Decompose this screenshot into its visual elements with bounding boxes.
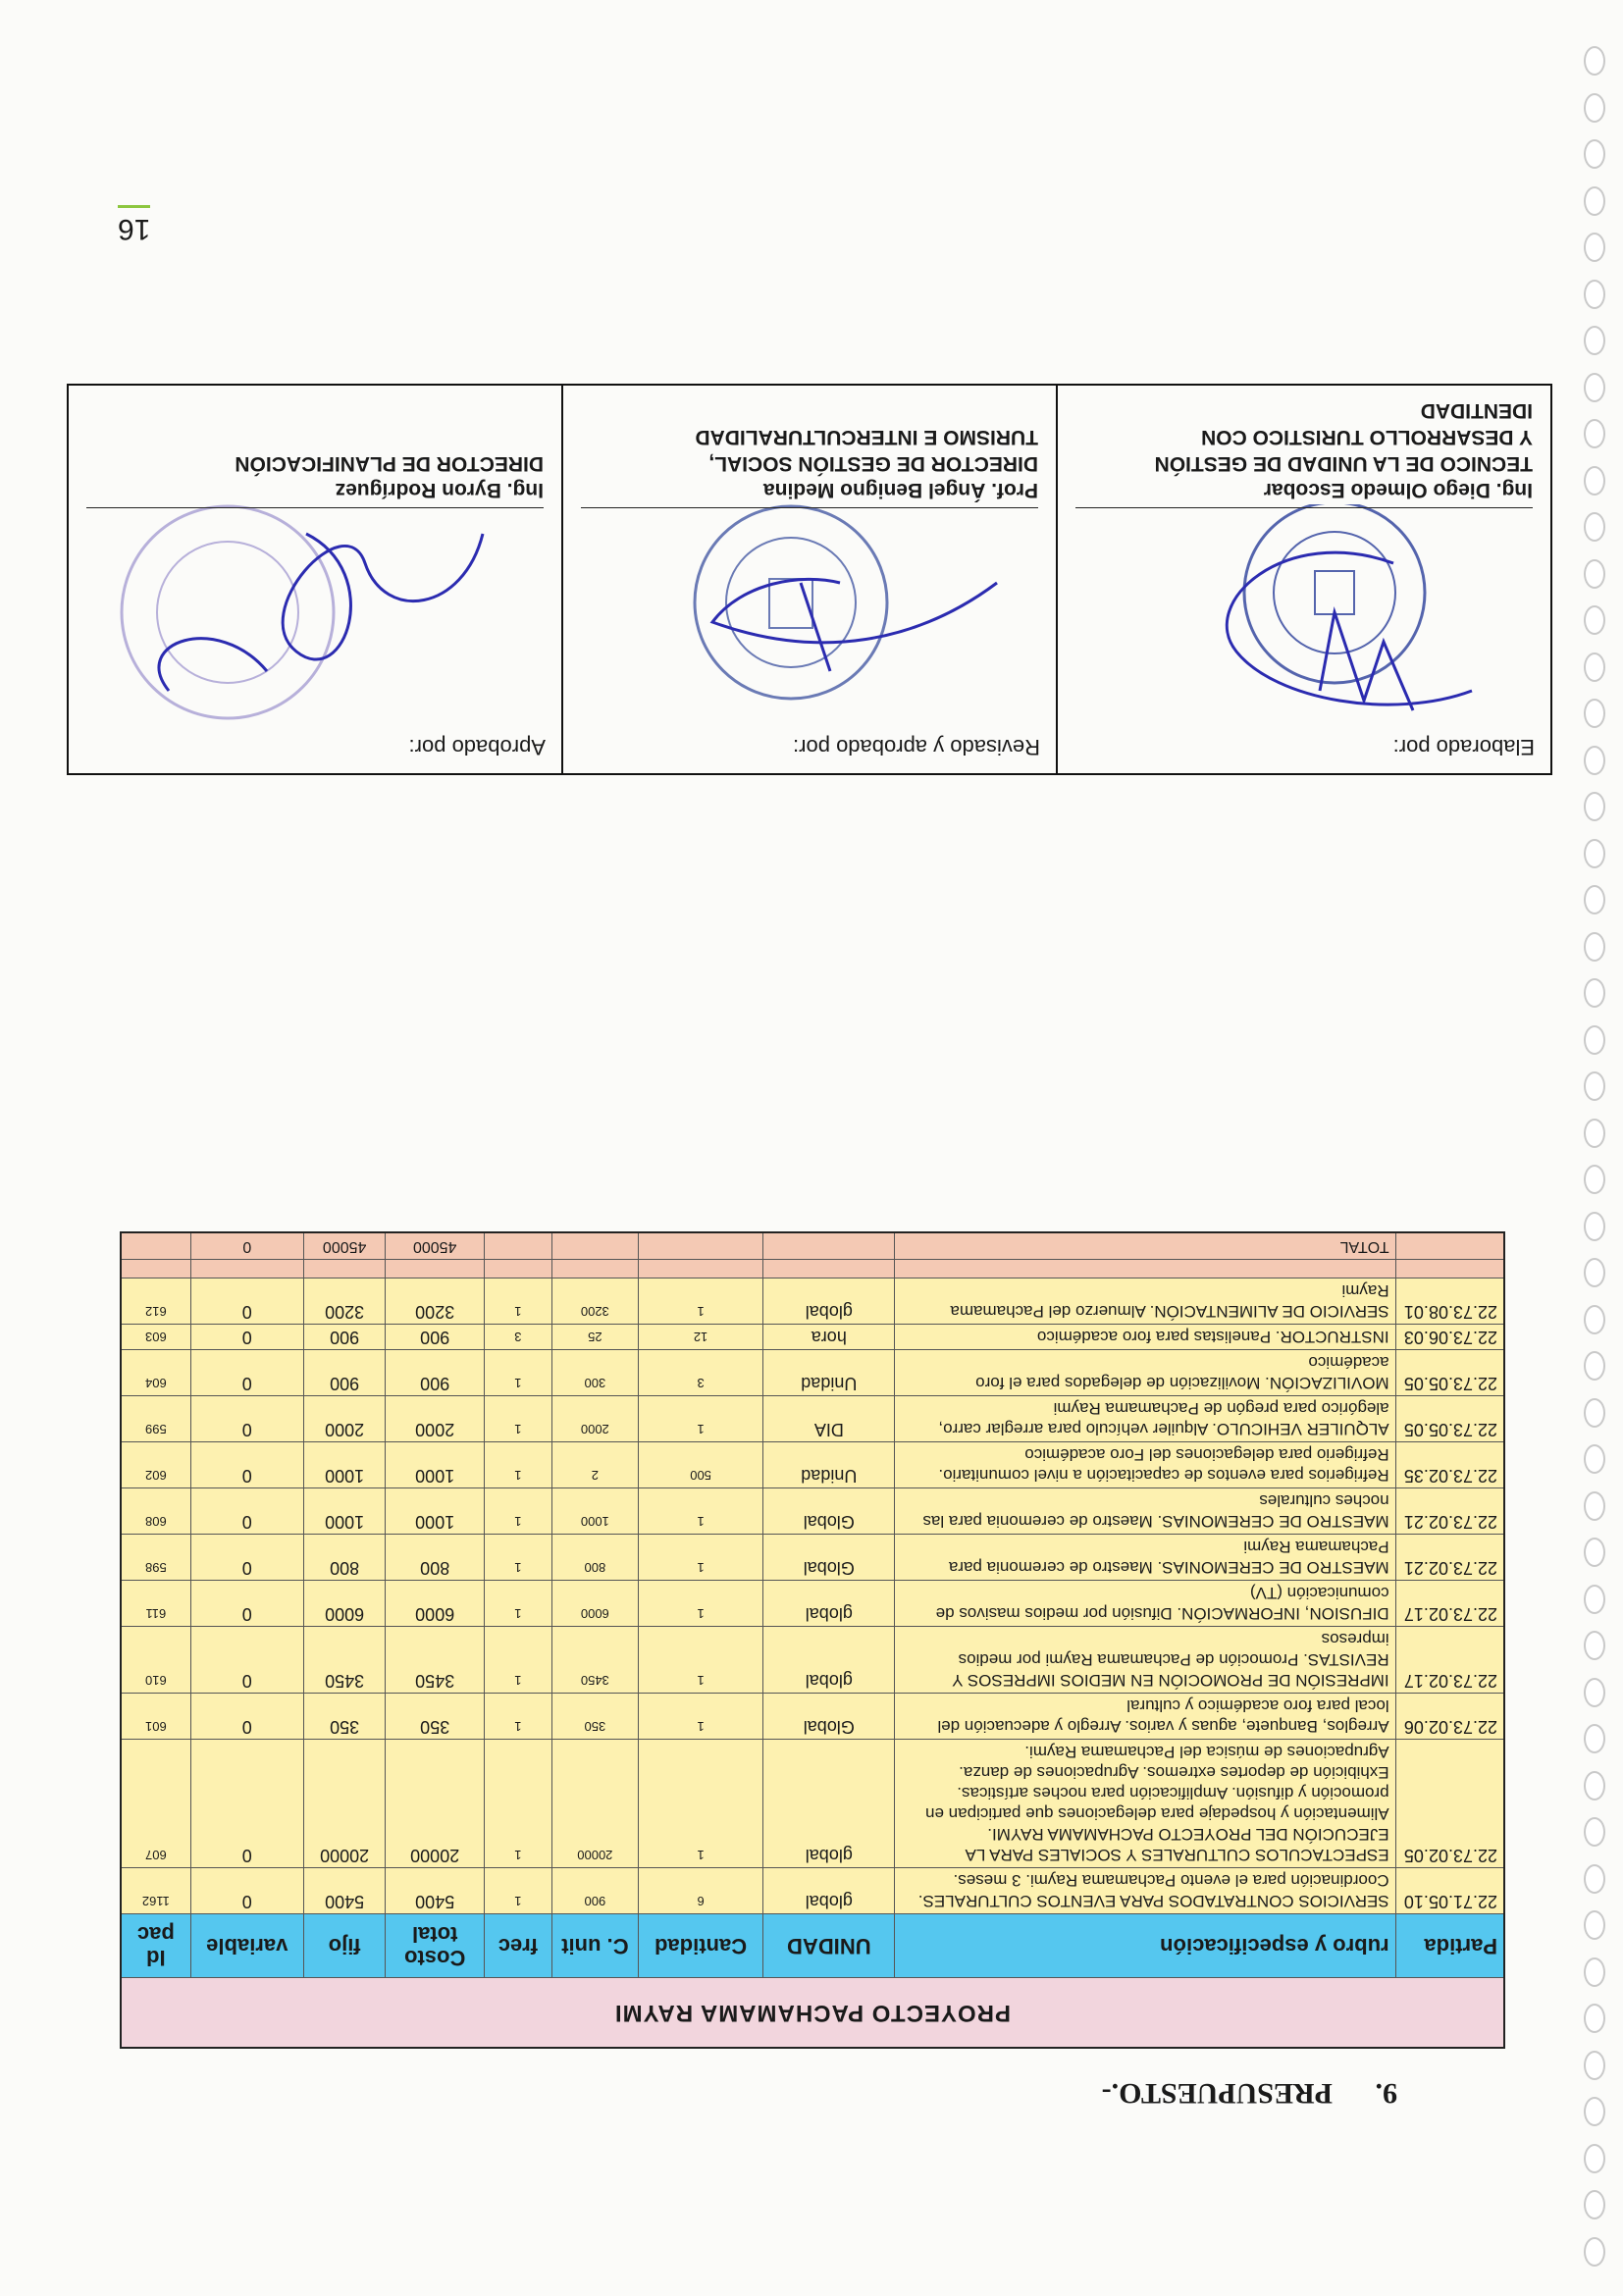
frec-cell: 1 xyxy=(484,1396,551,1442)
signer-title-line: Y DESARROLLO TURISTICO CON xyxy=(1201,426,1533,448)
binder-hole xyxy=(1584,606,1605,636)
frec-cell: 1 xyxy=(484,1627,551,1694)
total-label: total xyxy=(411,1922,458,1947)
variable-cell: 0 xyxy=(190,1868,303,1914)
c-unit-cell: 25 xyxy=(551,1325,638,1350)
binder-hole xyxy=(1584,559,1605,589)
partida-cell: 22.73.02.21 xyxy=(1395,1488,1504,1535)
binder-hole xyxy=(1584,1212,1605,1241)
section-heading xyxy=(1102,2076,1397,2110)
partida-cell: 22.71.05.10 xyxy=(1395,1868,1504,1914)
pac-cell: 610 xyxy=(121,1627,190,1694)
binder-hole xyxy=(1584,2237,1605,2267)
cantidad-cell: 1 xyxy=(638,1627,763,1694)
cantidad-cell: 1 xyxy=(638,1488,763,1535)
pac-label: pac xyxy=(136,1922,175,1947)
rubro-cell: MOVILIZACIÓN. Movilización de delegados para el foro académico xyxy=(895,1350,1395,1396)
unidad-cell: global xyxy=(763,1581,895,1627)
col-fijo: fijo xyxy=(303,1914,386,1978)
cantidad-cell: 1 xyxy=(638,1694,763,1740)
partida-cell: 22.73.02.21 xyxy=(1395,1535,1504,1581)
total-cell: 900 xyxy=(386,1325,484,1350)
spacer-cell xyxy=(895,1260,1395,1278)
variable-cell: 0 xyxy=(190,1442,303,1488)
unidad-cell: Global xyxy=(763,1535,895,1581)
binder-hole xyxy=(1584,1957,1605,1987)
fijo-cell: 350 xyxy=(303,1694,386,1740)
partida-cell: 22.73.02.35 xyxy=(1395,1442,1504,1488)
pac-cell: 598 xyxy=(121,1535,190,1581)
budget-body xyxy=(121,1232,1504,1914)
total-cell: 350 xyxy=(386,1694,484,1740)
binder-hole xyxy=(1584,1352,1605,1382)
table-row xyxy=(121,1278,1504,1325)
binder-hole xyxy=(1584,1771,1605,1800)
total-spacer-cell xyxy=(763,1232,895,1260)
cantidad-cell: 500 xyxy=(638,1442,763,1488)
signer-title-line: IDENTIDAD xyxy=(1420,399,1533,422)
table-row xyxy=(121,1694,1504,1740)
binder-hole xyxy=(1584,979,1605,1009)
unidad-cell: hora xyxy=(763,1325,895,1350)
partida-cell: 22.73.02.17 xyxy=(1395,1627,1504,1694)
rubro-cell: DIFUSION, INFORMACIÓN. Difusión por medios masivos de comunicación (TV) xyxy=(895,1581,1395,1627)
fijo-cell: 1000 xyxy=(303,1488,386,1535)
pac-cell: 612 xyxy=(121,1278,190,1325)
unidad-cell: Unidad xyxy=(763,1350,895,1396)
signature-label: Revisado y aprobado por: xyxy=(793,735,1040,759)
spacer-cell xyxy=(484,1260,551,1278)
partida-cell: 22.73.02.05 xyxy=(1395,1740,1504,1868)
rubro-cell: IMPRESIÓN DE PROMOCIÓN EN MEDIOS IMPRESOS Y REVISTAS. Promoción de Pachamama Raymi por medios impresos xyxy=(895,1627,1395,1694)
pac-cell: 611 xyxy=(121,1581,190,1627)
table-row xyxy=(121,1535,1504,1581)
fijo-cell: 800 xyxy=(303,1535,386,1581)
frec-cell: 1 xyxy=(484,1488,551,1535)
pac-cell: 603 xyxy=(121,1325,190,1350)
binder-hole xyxy=(1584,93,1605,123)
col-rubro: rubro y especificación xyxy=(895,1914,1395,1978)
cantidad-cell: 1 xyxy=(638,1581,763,1627)
col-frec: frec xyxy=(484,1914,551,1978)
unidad-cell: Global xyxy=(763,1694,895,1740)
fijo-cell: 5400 xyxy=(303,1868,386,1914)
unidad-cell: global xyxy=(763,1278,895,1325)
pac-cell: 602 xyxy=(121,1442,190,1488)
rubro-cell: INSTRUCTOR. Panelistas para foro académico xyxy=(895,1325,1395,1350)
col-variable: variable xyxy=(190,1914,303,1978)
c-unit-cell: 350 xyxy=(551,1694,638,1740)
pac-cell: 608 xyxy=(121,1488,190,1535)
binder-hole xyxy=(1584,1678,1605,1707)
binder-hole xyxy=(1584,1585,1605,1614)
col-partida: Partida xyxy=(1395,1914,1504,1978)
rubro-cell: MAESTRO DE CEREMONIAS. Maestro de ceremonia para Pachamama Raymi xyxy=(895,1535,1395,1581)
binder-hole xyxy=(1584,1818,1605,1848)
binder-hole xyxy=(1584,1491,1605,1521)
fijo-cell: 1000 xyxy=(303,1442,386,1488)
variable-cell: 0 xyxy=(190,1535,303,1581)
binder-hole xyxy=(1584,186,1605,216)
cantidad-cell: 1 xyxy=(638,1396,763,1442)
variable-cell: 0 xyxy=(190,1488,303,1535)
variable-cell: 0 xyxy=(190,1325,303,1350)
signer-title-line: TURISMO E INTERCULTURALIDAD xyxy=(695,426,1038,448)
c-unit-cell: 6000 xyxy=(551,1581,638,1627)
signer-name-line: Prof. Ángel Benigno Medina xyxy=(762,479,1038,501)
variable-cell: 0 xyxy=(190,1396,303,1442)
binder-hole xyxy=(1584,1025,1605,1055)
total-cell: 2000 xyxy=(386,1396,484,1442)
fijo-cell: 20000 xyxy=(303,1740,386,1868)
col-cantidad: Cantidad xyxy=(638,1914,763,1978)
total-spacer-cell xyxy=(121,1232,190,1260)
frec-cell: 1 xyxy=(484,1350,551,1396)
partida-cell: 22.73.02.17 xyxy=(1395,1581,1504,1627)
binder-hole xyxy=(1584,1445,1605,1475)
pac-cell: 599 xyxy=(121,1396,190,1442)
signature-label: Elaborado por: xyxy=(1392,735,1535,759)
binder-hole xyxy=(1584,1725,1605,1754)
rubro-cell: Arreglos, Banquete, aguas y varios. Arreglo y adecuación del local para foro académico y cultural xyxy=(895,1694,1395,1740)
binder-hole xyxy=(1584,839,1605,868)
total-cell: 800 xyxy=(386,1535,484,1581)
signer-name-line: Ing. Diego Olmedo Escobar xyxy=(1263,479,1533,501)
binder-hole xyxy=(1584,1539,1605,1568)
signature-revisado xyxy=(563,386,1058,773)
partida-cell: 22.73.05.05 xyxy=(1395,1350,1504,1396)
binder-hole xyxy=(1584,466,1605,496)
unidad-cell: global xyxy=(763,1868,895,1914)
partida-cell: 22.73.02.06 xyxy=(1395,1694,1504,1740)
spacer-cell xyxy=(763,1260,895,1278)
budget-table xyxy=(120,1231,1505,2049)
rubro-cell: SERVICIOS CONTRATADOS PARA EVENTOS CULTURALES. Coordinación para el evento Pachamama Raymi. 3 meses. xyxy=(895,1868,1395,1914)
rubro-cell: Refrigerios para eventos de capacitación a nivel comunitario. Refrigerio para delegaciones del Foro académico xyxy=(895,1442,1395,1488)
partida-cell: 22.73.08.01 xyxy=(1395,1278,1504,1325)
signature-elaborado xyxy=(1058,386,1550,773)
pac-cell: 601 xyxy=(121,1694,190,1740)
signature-block xyxy=(67,384,1552,775)
c-unit-cell: 3200 xyxy=(551,1278,638,1325)
binder-hole xyxy=(1584,373,1605,402)
col-c-unit: C. unit xyxy=(551,1914,638,1978)
table-row xyxy=(121,1325,1504,1350)
c-unit-cell: 800 xyxy=(551,1535,638,1581)
signer-title-line: DIRECTOR DE PLANIFICACIÓN xyxy=(235,452,544,475)
c-unit-cell: 2000 xyxy=(551,1396,638,1442)
table-row xyxy=(121,1581,1504,1627)
table-row xyxy=(121,1488,1504,1535)
spacer-cell xyxy=(638,1260,763,1278)
variable-cell: 0 xyxy=(190,1627,303,1694)
binder-hole xyxy=(1584,1911,1605,1941)
fijo-cell: 900 xyxy=(303,1350,386,1396)
binder-hole xyxy=(1584,2191,1605,2220)
fijo-cell: 900 xyxy=(303,1325,386,1350)
project-title: PROYECTO PACHAMAMA RAYMI xyxy=(121,1978,1504,2049)
spacer-cell xyxy=(386,1260,484,1278)
header-row xyxy=(121,1914,1504,1978)
cantidad-cell: 1 xyxy=(638,1740,763,1868)
grand-total-cell: 45000 xyxy=(386,1232,484,1260)
binder-hole xyxy=(1584,886,1605,915)
binder-hole xyxy=(1584,1864,1605,1894)
rubro-cell: ESPECTACULOS CULTURALES Y SOCIALES PARA LA EJECUCIÓN DEL PROYECTO PACHAMAMA RAYMI. Alimentación y hospedaje para delegaciones que participan en promoción y difusión. Amplificación para noches artísticas. Exhibición de deportes extremos. Agrupaciones de danza. Agrupaciones de música del Pachamama Raymi. xyxy=(895,1740,1395,1868)
binder-hole xyxy=(1584,513,1605,543)
spacer-cell xyxy=(1395,1260,1504,1278)
partida-cell: 22.73.05.05 xyxy=(1395,1396,1504,1442)
col-id-pac xyxy=(121,1914,190,1978)
stamp-and-signature-graphic xyxy=(604,504,1036,730)
total-row xyxy=(121,1232,1504,1260)
frec-cell: 1 xyxy=(484,1694,551,1740)
cantidad-cell: 3 xyxy=(638,1350,763,1396)
binder-holes xyxy=(1578,10,1605,2267)
spacer-row xyxy=(121,1260,1504,1278)
fijo-cell: 6000 xyxy=(303,1581,386,1627)
binder-hole xyxy=(1584,932,1605,962)
frec-cell: 1 xyxy=(484,1740,551,1868)
total-cell: 3200 xyxy=(386,1278,484,1325)
pac-cell: 1162 xyxy=(121,1868,190,1914)
total-spacer-cell xyxy=(484,1232,551,1260)
unidad-cell: global xyxy=(763,1627,895,1694)
binder-hole xyxy=(1584,793,1605,822)
col-unidad: UNIDAD xyxy=(763,1914,895,1978)
total-spacer-cell xyxy=(551,1232,638,1260)
binder-hole xyxy=(1584,1305,1605,1334)
binder-hole xyxy=(1584,1398,1605,1428)
binder-hole xyxy=(1584,2005,1605,2034)
binder-hole xyxy=(1584,1119,1605,1148)
variable-cell: 0 xyxy=(190,1694,303,1740)
frec-cell: 3 xyxy=(484,1325,551,1350)
grand-variable-cell: 0 xyxy=(190,1232,303,1260)
spacer-cell xyxy=(121,1260,190,1278)
page-number: 16 xyxy=(118,205,150,245)
c-unit-cell: 300 xyxy=(551,1350,638,1396)
frec-cell: 1 xyxy=(484,1868,551,1914)
binder-hole xyxy=(1584,420,1605,449)
table-row xyxy=(121,1396,1504,1442)
fijo-cell: 3200 xyxy=(303,1278,386,1325)
c-unit-cell: 900 xyxy=(551,1868,638,1914)
signer-name xyxy=(581,424,1038,508)
table-row xyxy=(121,1442,1504,1488)
section-number: 9. xyxy=(1375,2077,1397,2110)
variable-cell: 0 xyxy=(190,1278,303,1325)
total-cell: 20000 xyxy=(386,1740,484,1868)
signer-title-line: DIRECTOR DE GESTIÓN SOCIAL, xyxy=(708,452,1038,475)
section-title: PRESUPUESTO.- xyxy=(1101,2077,1333,2110)
rubro-cell: SERVICIO DE ALIMENTACIÓN. Almuerzo del Pachamama Raymi xyxy=(895,1278,1395,1325)
binder-hole xyxy=(1584,234,1605,263)
frec-cell: 1 xyxy=(484,1581,551,1627)
binder-hole xyxy=(1584,2051,1605,2080)
frec-cell: 1 xyxy=(484,1278,551,1325)
table-row xyxy=(121,1868,1504,1914)
binder-hole xyxy=(1584,1166,1605,1195)
spacer-cell xyxy=(551,1260,638,1278)
pac-cell: 607 xyxy=(121,1740,190,1868)
total-spacer-cell xyxy=(1395,1232,1504,1260)
variable-cell: 0 xyxy=(190,1581,303,1627)
binder-hole xyxy=(1584,652,1605,682)
binder-hole xyxy=(1584,2098,1605,2127)
c-unit-cell: 2 xyxy=(551,1442,638,1488)
cantidad-cell: 12 xyxy=(638,1325,763,1350)
total-label-cell: TOTAL xyxy=(895,1232,1395,1260)
spacer-cell xyxy=(190,1260,303,1278)
unidad-cell: Global xyxy=(763,1488,895,1535)
c-unit-cell: 1000 xyxy=(551,1488,638,1535)
total-cell: 900 xyxy=(386,1350,484,1396)
col-costo-total xyxy=(386,1914,484,1978)
id-label: Id xyxy=(146,1946,166,1970)
unidad-cell: DIA xyxy=(763,1396,895,1442)
binder-hole xyxy=(1584,140,1605,170)
table-row xyxy=(121,1740,1504,1868)
variable-cell: 0 xyxy=(190,1350,303,1396)
binder-hole xyxy=(1584,746,1605,775)
cantidad-cell: 1 xyxy=(638,1278,763,1325)
spacer-cell xyxy=(303,1260,386,1278)
fijo-cell: 2000 xyxy=(303,1396,386,1442)
signer-name xyxy=(86,450,544,508)
table-row xyxy=(121,1627,1504,1694)
signer-name xyxy=(1075,397,1533,508)
total-cell: 6000 xyxy=(386,1581,484,1627)
frec-cell: 1 xyxy=(484,1535,551,1581)
frec-cell: 1 xyxy=(484,1442,551,1488)
total-cell: 3450 xyxy=(386,1627,484,1694)
signature-aprobado xyxy=(69,386,563,773)
signer-title-line: TECNICO DE LA UNIDAD DE GESTIÓN xyxy=(1154,452,1533,475)
stamp-and-signature-graphic xyxy=(110,504,542,730)
cantidad-cell: 1 xyxy=(638,1535,763,1581)
rubro-cell: MAESTRO DE CEREMONIAS. Maestro de ceremonia para las noches culturales xyxy=(895,1488,1395,1535)
unidad-cell: global xyxy=(763,1740,895,1868)
total-spacer-cell xyxy=(638,1232,763,1260)
c-unit-cell: 3450 xyxy=(551,1627,638,1694)
binder-hole xyxy=(1584,280,1605,309)
table-row xyxy=(121,1350,1504,1396)
c-unit-cell: 20000 xyxy=(551,1740,638,1868)
unidad-cell: Unidad xyxy=(763,1442,895,1488)
rubro-cell: ALQUILER VEHICULO. Alquiler vehículo para arreglar carro, alegórico para pregón de Pachamama Raymi xyxy=(895,1396,1395,1442)
binder-hole xyxy=(1584,47,1605,77)
cantidad-cell: 6 xyxy=(638,1868,763,1914)
total-cell: 1000 xyxy=(386,1488,484,1535)
binder-hole xyxy=(1584,2144,1605,2173)
stamp-and-signature-graphic xyxy=(1099,504,1531,730)
grand-fijo-cell: 45000 xyxy=(303,1232,386,1260)
signer-name-line: Ing. Byron Rodríguez xyxy=(335,479,544,501)
binder-hole xyxy=(1584,1072,1605,1102)
binder-hole xyxy=(1584,1259,1605,1288)
binder-hole xyxy=(1584,700,1605,729)
total-cell: 1000 xyxy=(386,1442,484,1488)
binder-hole xyxy=(1584,1632,1605,1661)
partida-cell: 22.73.06.03 xyxy=(1395,1325,1504,1350)
total-cell: 5400 xyxy=(386,1868,484,1914)
fijo-cell: 3450 xyxy=(303,1627,386,1694)
pac-cell: 604 xyxy=(121,1350,190,1396)
variable-cell: 0 xyxy=(190,1740,303,1868)
costo-label: Costo xyxy=(404,1946,466,1970)
binder-hole xyxy=(1584,327,1605,356)
signature-label: Aprobado por: xyxy=(408,735,546,759)
